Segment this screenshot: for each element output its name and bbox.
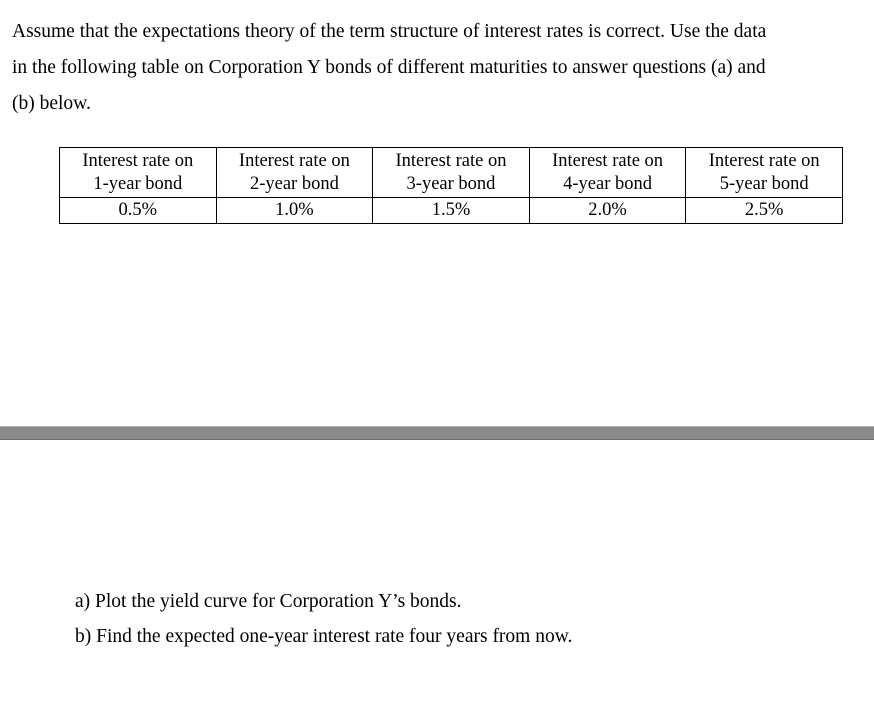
interest-rates-table (59, 147, 843, 224)
header-label-line2: 3-year bond (406, 173, 496, 194)
rate-3-year-cell: 1.5% (373, 198, 530, 224)
problem-statement-line: in the following table on Corporation Y bonds of different maturities to answer questions (a) and (12, 57, 766, 78)
question-list (75, 584, 855, 654)
table-header-row (60, 148, 843, 198)
section-divider (0, 426, 874, 440)
header-label-line1: Interest rate on (708, 150, 820, 171)
header-2-year-bond (216, 148, 373, 198)
question-b: b) Find the expected one-year interest rate four years from now. (75, 626, 573, 647)
header-5-year-bond (686, 148, 843, 198)
problem-statement (12, 14, 862, 122)
rate-1-year-cell: 0.5% (60, 198, 217, 224)
problem-statement-line: Assume that the expectations theory of the term structure of interest rates is correct. Use the data (12, 21, 767, 42)
problem-statement-line: (b) below. (12, 93, 91, 114)
header-3-year-bond (373, 148, 530, 198)
rate-2-year-cell: 1.0% (216, 198, 373, 224)
header-label-line2: 5-year bond (719, 173, 809, 194)
header-label-line2: 2-year bond (249, 173, 339, 194)
header-label-line1: Interest rate on (395, 150, 507, 171)
header-1-year-bond (60, 148, 217, 198)
rate-5-year-cell: 2.5% (686, 198, 843, 224)
header-label-line1: Interest rate on (238, 150, 350, 171)
rate-4-year-cell: 2.0% (529, 198, 686, 224)
header-4-year-bond (529, 148, 686, 198)
header-label-line2: 4-year bond (563, 173, 653, 194)
header-label-line1: Interest rate on (552, 150, 664, 171)
table-row (60, 198, 843, 224)
question-a: a) Plot the yield curve for Corporation Y’s bonds. (75, 591, 462, 612)
header-label-line2: 1-year bond (93, 173, 183, 194)
header-label-line1: Interest rate on (82, 150, 194, 171)
